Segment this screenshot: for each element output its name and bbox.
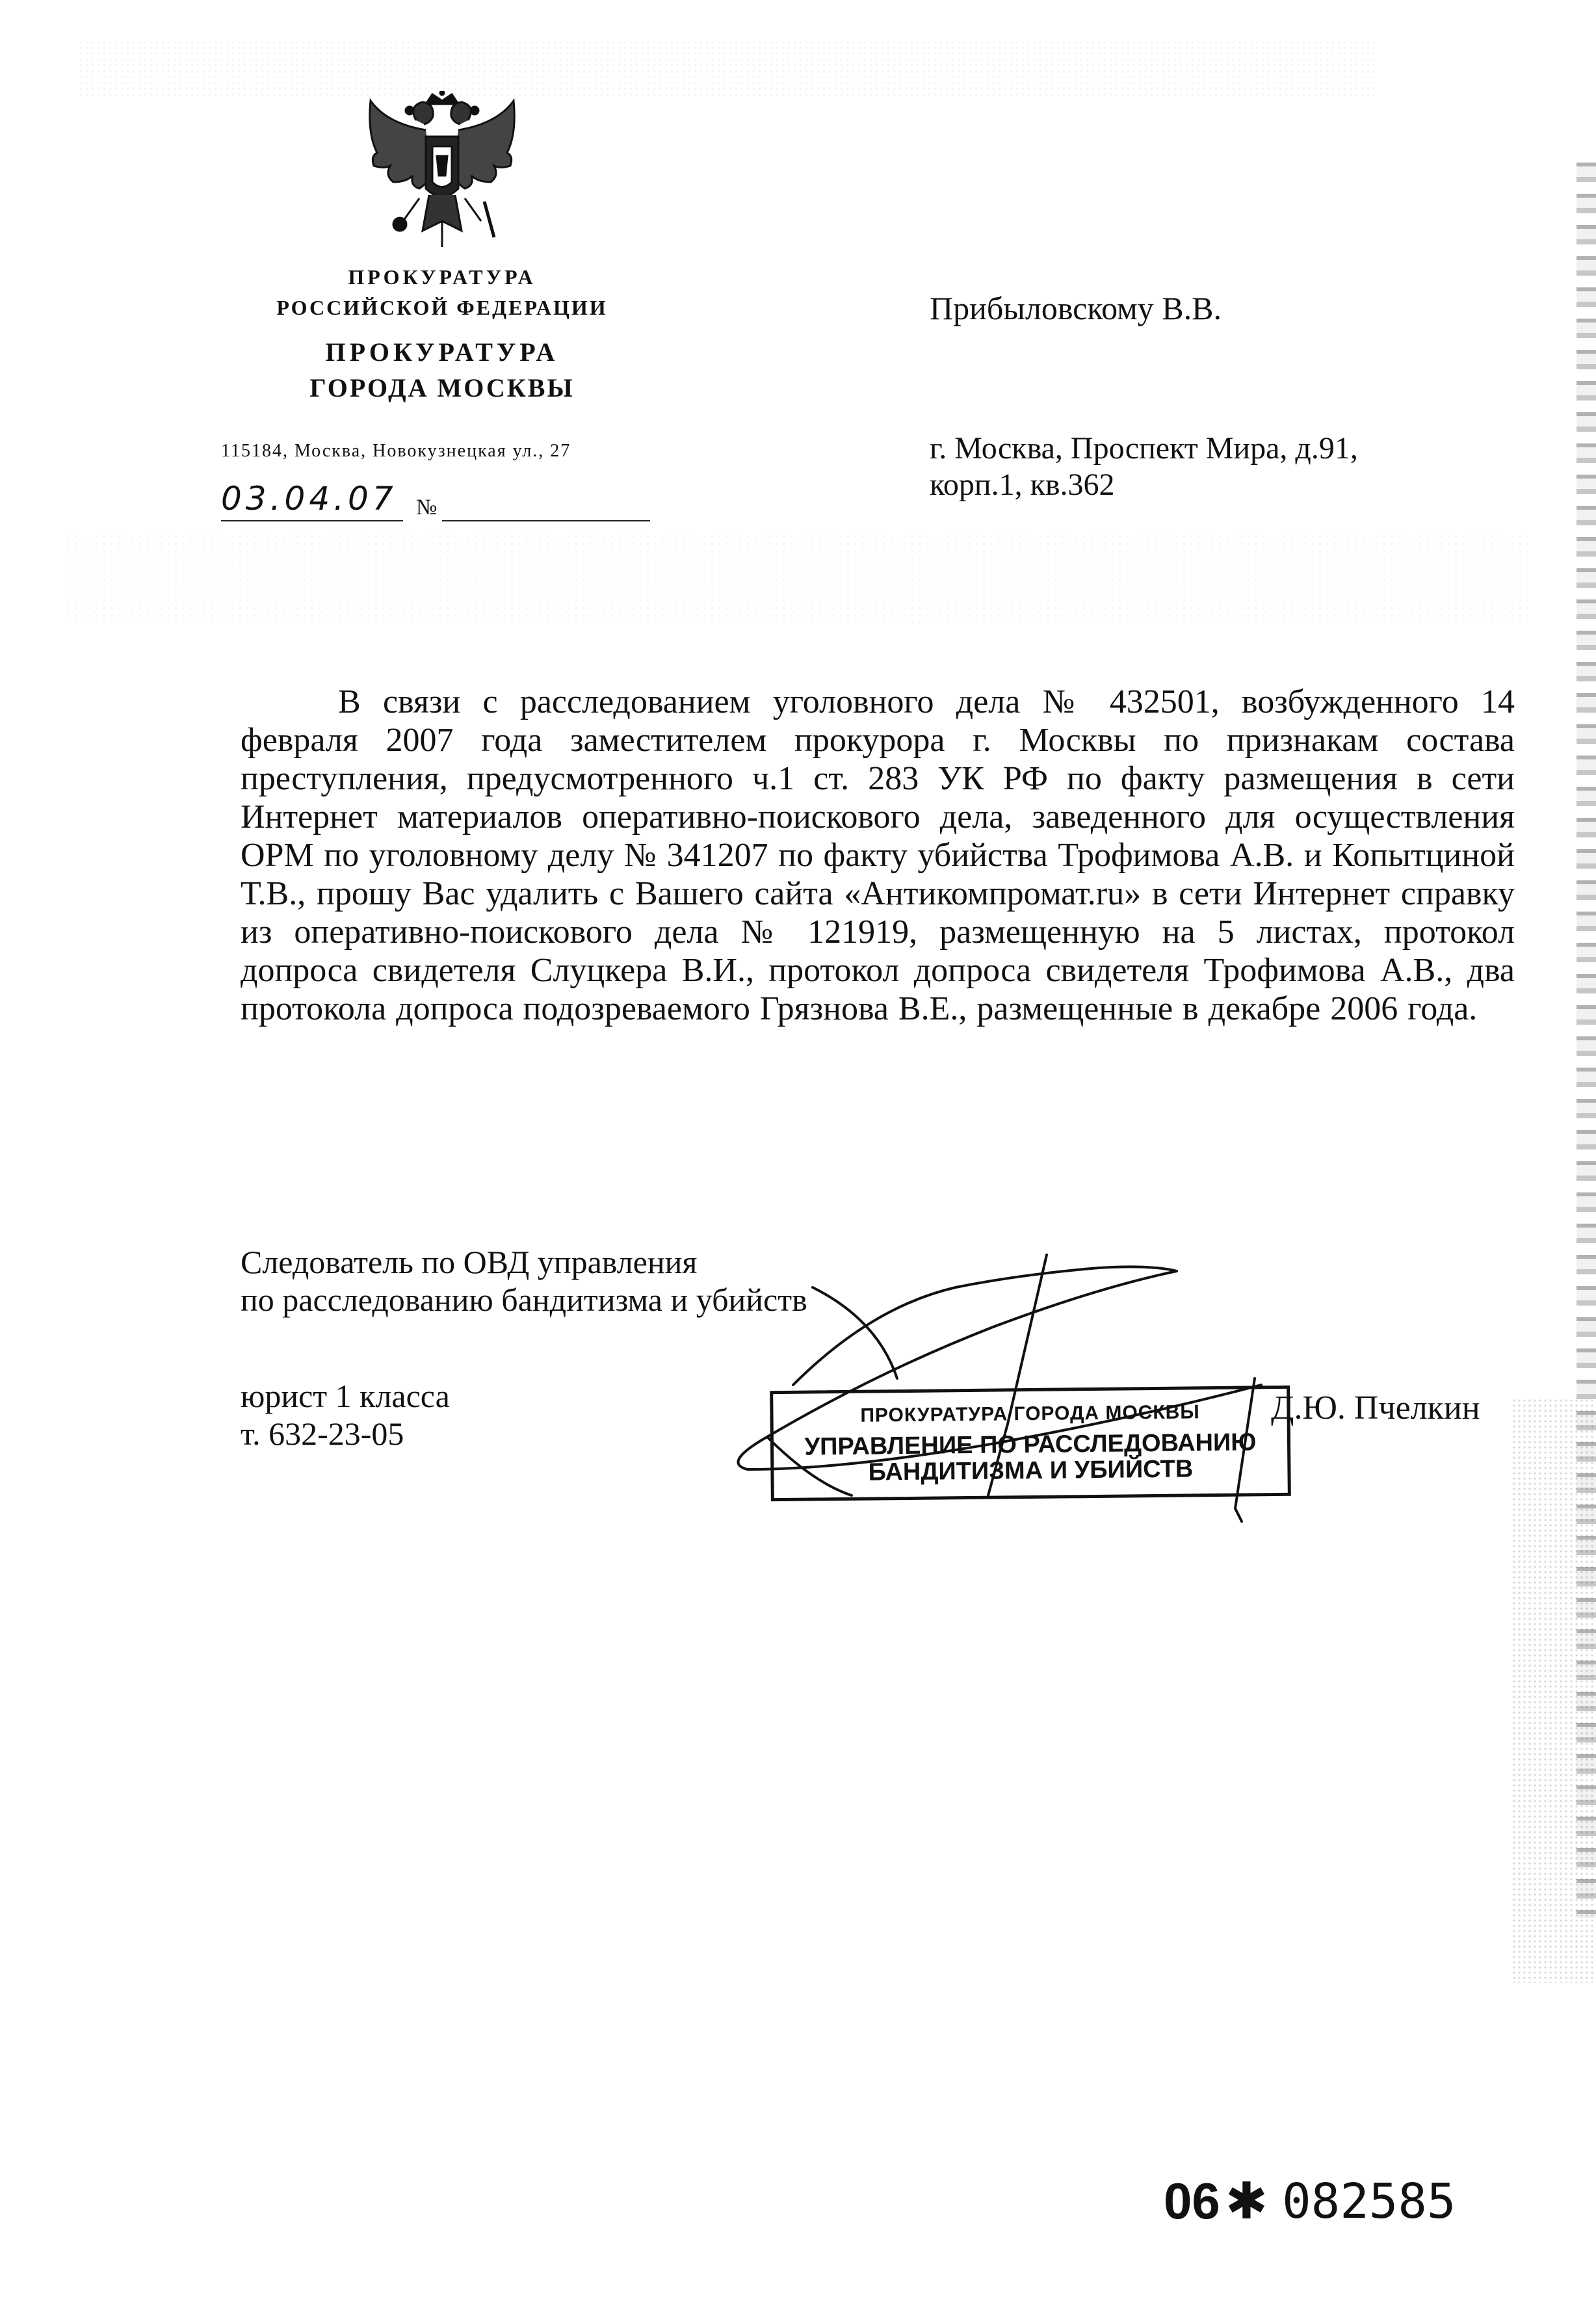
- serial-number: [1164, 2172, 1456, 2231]
- recipient-name: Прибыловскому В.В.: [930, 290, 1222, 326]
- recipient-address-line1: г. Москва, Проспект Мира, д.91,: [930, 431, 1358, 466]
- document-date: 03.04.07: [221, 480, 397, 518]
- recipient-address-line2: корп.1, кв.362: [930, 467, 1115, 502]
- asterisk-icon: ✱: [1225, 2172, 1268, 2231]
- scan-noise-top: [78, 39, 1378, 98]
- signer-name: Д.Ю. Пчелкин: [1271, 1389, 1480, 1427]
- signer-position-line2: по расследованию бандитизма и убийств: [241, 1282, 807, 1318]
- document-number-underline: [442, 520, 650, 521]
- org-address: 115184, Москва, Новокузнецкая ул., 27: [221, 441, 571, 461]
- scan-edge-right-lower: [1511, 1398, 1596, 1983]
- org-name-line1: ПРОКУРАТУРА: [348, 265, 536, 289]
- eagle-emblem-icon: [364, 91, 520, 254]
- org-name-line3: ПРОКУРАТУРА: [325, 337, 559, 367]
- scan-noise-middle: [65, 533, 1528, 624]
- stamp-line3: БАНДИТИЗМА И УБИЙСТВ: [868, 1455, 1194, 1486]
- date-underline: [221, 520, 403, 521]
- scan-edge-right: [1576, 163, 1596, 1918]
- signer-rank: юрист 1 класса: [241, 1378, 450, 1414]
- org-name-line2: РОССИЙСКОЙ ФЕДЕРАЦИИ: [276, 296, 608, 319]
- stamp-line2: УПРАВЛЕНИЕ ПО РАССЛЕДОВАНИЮ: [804, 1428, 1257, 1461]
- document-number-label: №: [416, 495, 438, 519]
- stamp-line1: ПРОКУРАТУРА ГОРОДА МОСКВЫ: [860, 1401, 1200, 1427]
- serial-number-digits: 082585: [1282, 2173, 1456, 2229]
- signer-position-line1: Следователь по ОВД управления: [241, 1244, 698, 1280]
- signer-phone: т. 632-23-05: [241, 1415, 404, 1452]
- serial-prefix: 06: [1164, 2172, 1220, 2229]
- letter-body: В связи с расследованием уголовного дела № 432501, возбужденного 14 февраля 2007 года заместителем прокурора г. Москвы по признакам состава преступления, предусмотренного ч.1 ст. 283 УК РФ по факту размещения в сети Интернет материалов оперативно-поискового дела, заведенного для осуществления ОРМ по уголовному делу № 341207 по факту убийства Трофимова А.В. и Копытциной Т.В., прошу Вас удалить с Вашего сайта «Антикомпромат.ru» в сети Интернет справку из оперативно-поискового дела № 121919, размещенную на 5 листах, протокол допроса свидетеля Слуцкера В.И., протокол допроса свидетеля Трофимова А.В., два протокола допроса подозреваемого Грязнова В.Е., размещенные в декабре 2006 года.: [241, 683, 1515, 1027]
- org-name-line4: ГОРОДА МОСКВЫ: [309, 373, 575, 402]
- handwritten-signature-icon: [683, 1248, 1430, 1612]
